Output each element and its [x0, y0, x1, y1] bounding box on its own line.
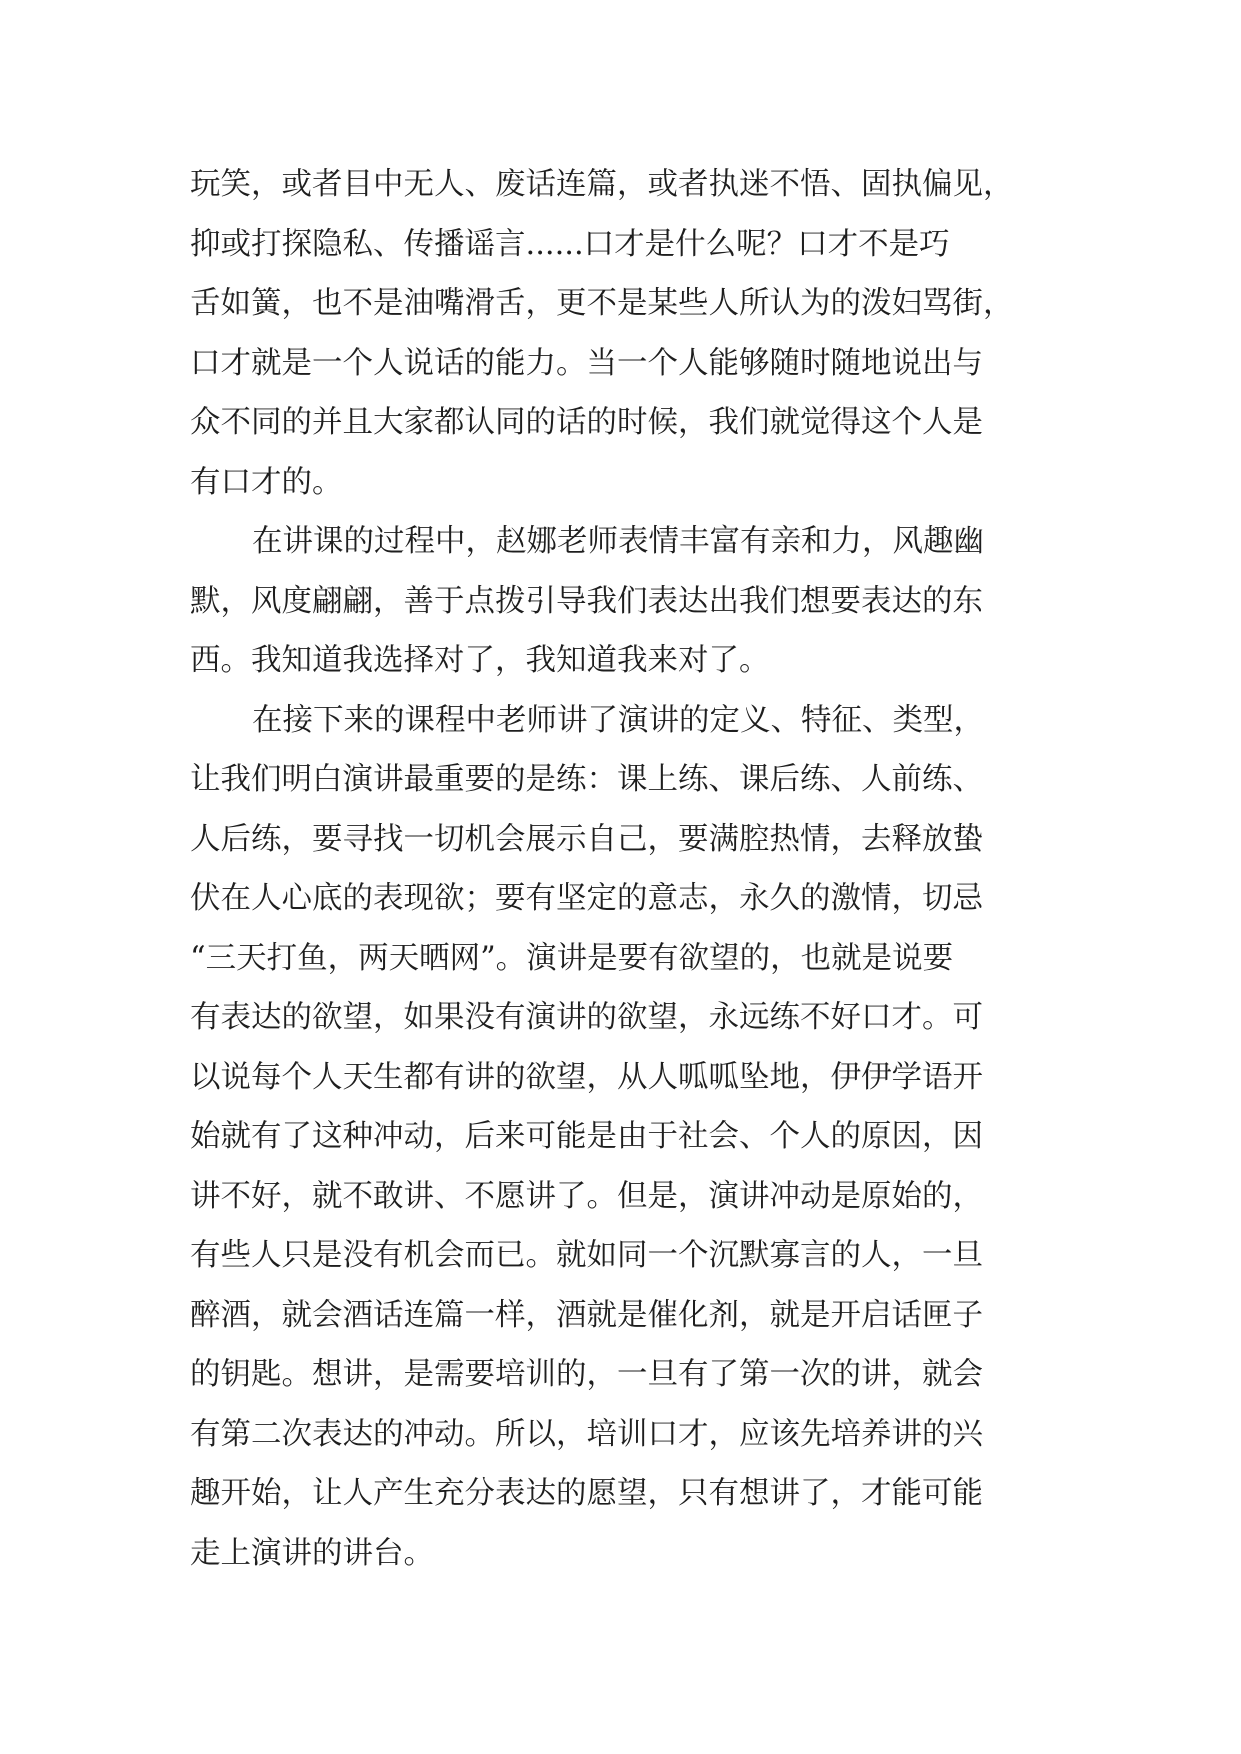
text-line: 走上演讲的讲台。	[190, 1535, 434, 1571]
document-body	[190, 155, 1050, 1583]
text-line: 讲不好，就不敢讲、不愿讲了。但是，演讲冲动是原始的，	[190, 1178, 983, 1214]
text-line: 有第二次表达的冲动。所以，培训口才，应该先培养讲的兴	[190, 1416, 983, 1452]
text-line: 抑或打探隐私、传播谣言......口才是什么呢？口才不是巧	[190, 226, 950, 262]
paragraph-3	[190, 691, 1050, 1584]
text-line: 口才就是一个人说话的能力。当一个人能够随时随地说出与	[190, 345, 983, 381]
paragraph-2	[190, 512, 1050, 691]
text-line: 众不同的并且大家都认同的话的时候，我们就觉得这个人是	[190, 405, 983, 440]
paragraph-1	[190, 155, 1050, 512]
text-line: 醉酒，就会酒话连篇一样，酒就是催化剂，就是开启话匣子	[190, 1297, 983, 1333]
text-line: 有些人只是没有机会而已。就如同一个沉默寡言的人，一旦	[190, 1238, 983, 1273]
text-line: 舌如簧，也不是油嘴滑舌，更不是某些人所认为的泼妇骂街，	[190, 286, 1014, 321]
text-line: 让我们明白演讲最重要的是练：课上练、课后练、人前练、	[190, 762, 983, 797]
text-line: 人后练，要寻找一切机会展示自己，要满腔热情，去释放蛰	[190, 821, 983, 857]
text-line: 以说每个人天生都有讲的欲望，从人呱呱坠地，伊伊学语开	[190, 1059, 983, 1095]
text-line: “三天打鱼，两天晒网”。演讲是要有欲望的，也就是说要	[190, 940, 954, 976]
text-line: 有表达的欲望，如果没有演讲的欲望，永远练不好口才。可	[190, 1000, 983, 1035]
text-line: 伏在人心底的表现欲；要有坚定的意志，永久的激情，切忌	[190, 881, 983, 916]
text-line: 西。我知道我选择对了，我知道我来对了。	[190, 643, 770, 678]
text-line: 在讲课的过程中，赵娜老师表情丰富有亲和力，风趣幽	[252, 524, 984, 559]
text-line: 玩笑，或者目中无人、废话连篇，或者执迷不悟、固执偏见，	[190, 167, 1014, 202]
text-line: 在接下来的课程中老师讲了演讲的定义、特征、类型，	[252, 702, 984, 738]
text-line: 趣开始，让人产生充分表达的愿望，只有想讲了，才能可能	[190, 1476, 983, 1511]
text-line: 默，风度翩翩，善于点拨引导我们表达出我们想要表达的东	[190, 583, 983, 619]
text-line: 始就有了这种冲动，后来可能是由于社会、个人的原因，因	[190, 1119, 983, 1154]
text-line: 有口才的。	[190, 464, 343, 500]
text-line: 的钥匙。想讲，是需要培训的，一旦有了第一次的讲，就会	[190, 1357, 983, 1392]
